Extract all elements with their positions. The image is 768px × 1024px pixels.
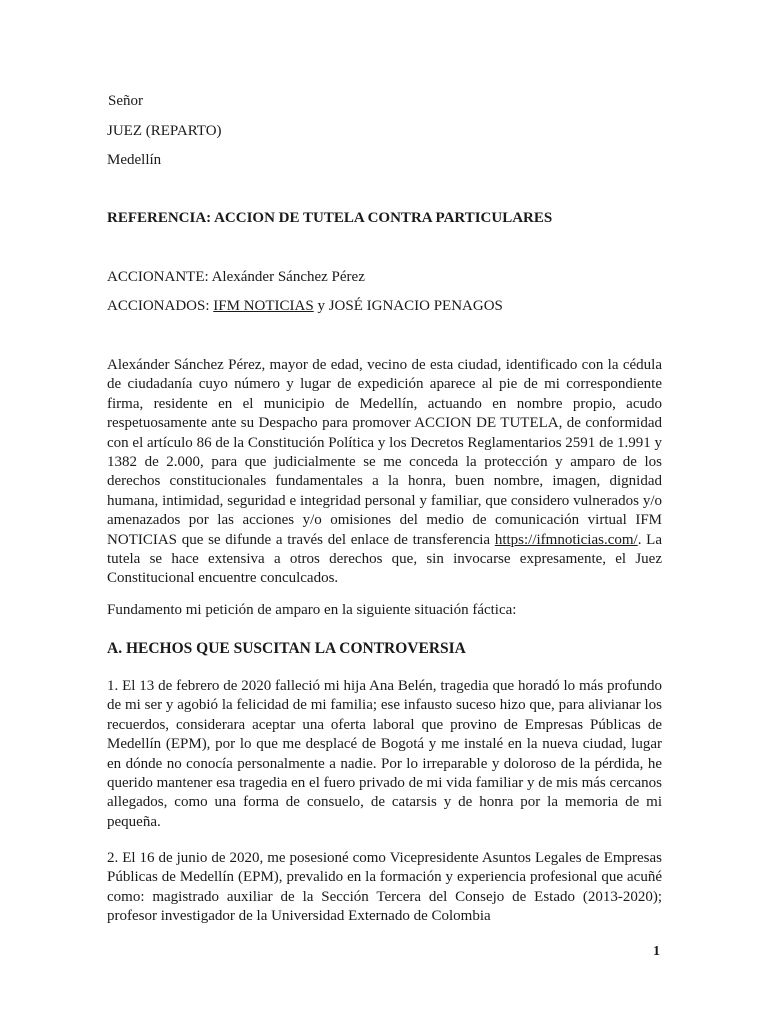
reference-line: REFERENCIA: ACCION DE TUTELA CONTRA PARTICULARES [107, 210, 553, 226]
addressee: JUEZ (REPARTO) [107, 123, 222, 139]
intro-text: Alexánder Sánchez Pérez, mayor de edad, vecino de esta ciudad, identificado con la cédula de ciudadanía cuyo número y lugar de expedición aparece al pie de mi correspondiente firma, residente en el municipio de Medellín, actuando en nombre propio, acudo respetuosamente ante su Despacho para promover ACCION DE TUTELA, de conformidad con el artículo 86 de la Constitución Política y los Decretos Reglamentarios 2591 de 1.991 y 1382 de 2.000, para que judicialmente se me conceda la protección y amparo de los derechos constitucionales fundamentales a la honra, buen nombre, imagen, dignidad humana, intimidad, seguridad e integridad personal y familiar, que considero vulnerados y/o amenazados por las acciones y/o omisiones del medio de comunicación virtual IFM NOTICIAS que se difunde a través del enlace de transferencia [107, 357, 662, 548]
accionados-line [107, 297, 503, 316]
hecho-1: 1. El 13 de febrero de 2020 falleció mi hija Ana Belén, tragedia que horadó lo más profundo de mi ser y agobió la felicidad de mi familia; ese infausto suceso hizo que, para alivianar los recuerdos, considerara aceptar una oferta laboral que provino de Empresas Públicas de Medellín (EPM), por lo que me desplacé de Bogotá y me instalé en la nueva ciudad, lugar en dónde no conocía personalmente a nadie. Por lo irreparable y doloroso de la pérdida, he querido mantener esa tragedia en el fuero privado de mi vida familiar y de mis más cercanos allegados, como una forma de consuelo, de catarsis y de honra por la memoria de mi pequeña. [107, 678, 662, 830]
accionados-link[interactable]: IFM NOTICIAS [213, 298, 314, 314]
intro-text-end: . La tutela se hace extensiva a otros derechos que, sin invocarse expresamente, el Juez Constitucional encuentre conculcados. [107, 531, 663, 587]
page-number: 1 [653, 944, 660, 959]
section-heading: A. HECHOS QUE SUSCITAN LA CONTROVERSIA [107, 640, 466, 657]
accionados-label: ACCIONADOS: [107, 298, 214, 314]
salutation: Señor [108, 93, 143, 109]
accionante-line [107, 268, 365, 287]
accionados-rest: y JOSÉ IGNACIO PENAGOS [313, 298, 503, 314]
fundamento-line: Fundamento mi petición de amparo en la siguiente situación fáctica: [107, 602, 517, 618]
intro-paragraph [107, 356, 662, 589]
city: Medellín [107, 152, 162, 168]
hecho-2: 2. El 16 de junio de 2020, me posesioné como Vicepresidente Asuntos Legales de Empresas Públicas de Medellín (EPM), prevalido en la formación y experiencia profesional que acuñé como: magistrado auxiliar de la Sección Tercera del Consejo de Estado (2013-2020); profesor investigador de la Universidad Externado de Colombia [107, 850, 662, 925]
intro-link[interactable]: https://ifmnoticias.com/ [494, 531, 638, 548]
accionante-label: ACCIONANTE: [107, 269, 209, 285]
accionante-name: Alexánder Sánchez Pérez [208, 269, 365, 285]
